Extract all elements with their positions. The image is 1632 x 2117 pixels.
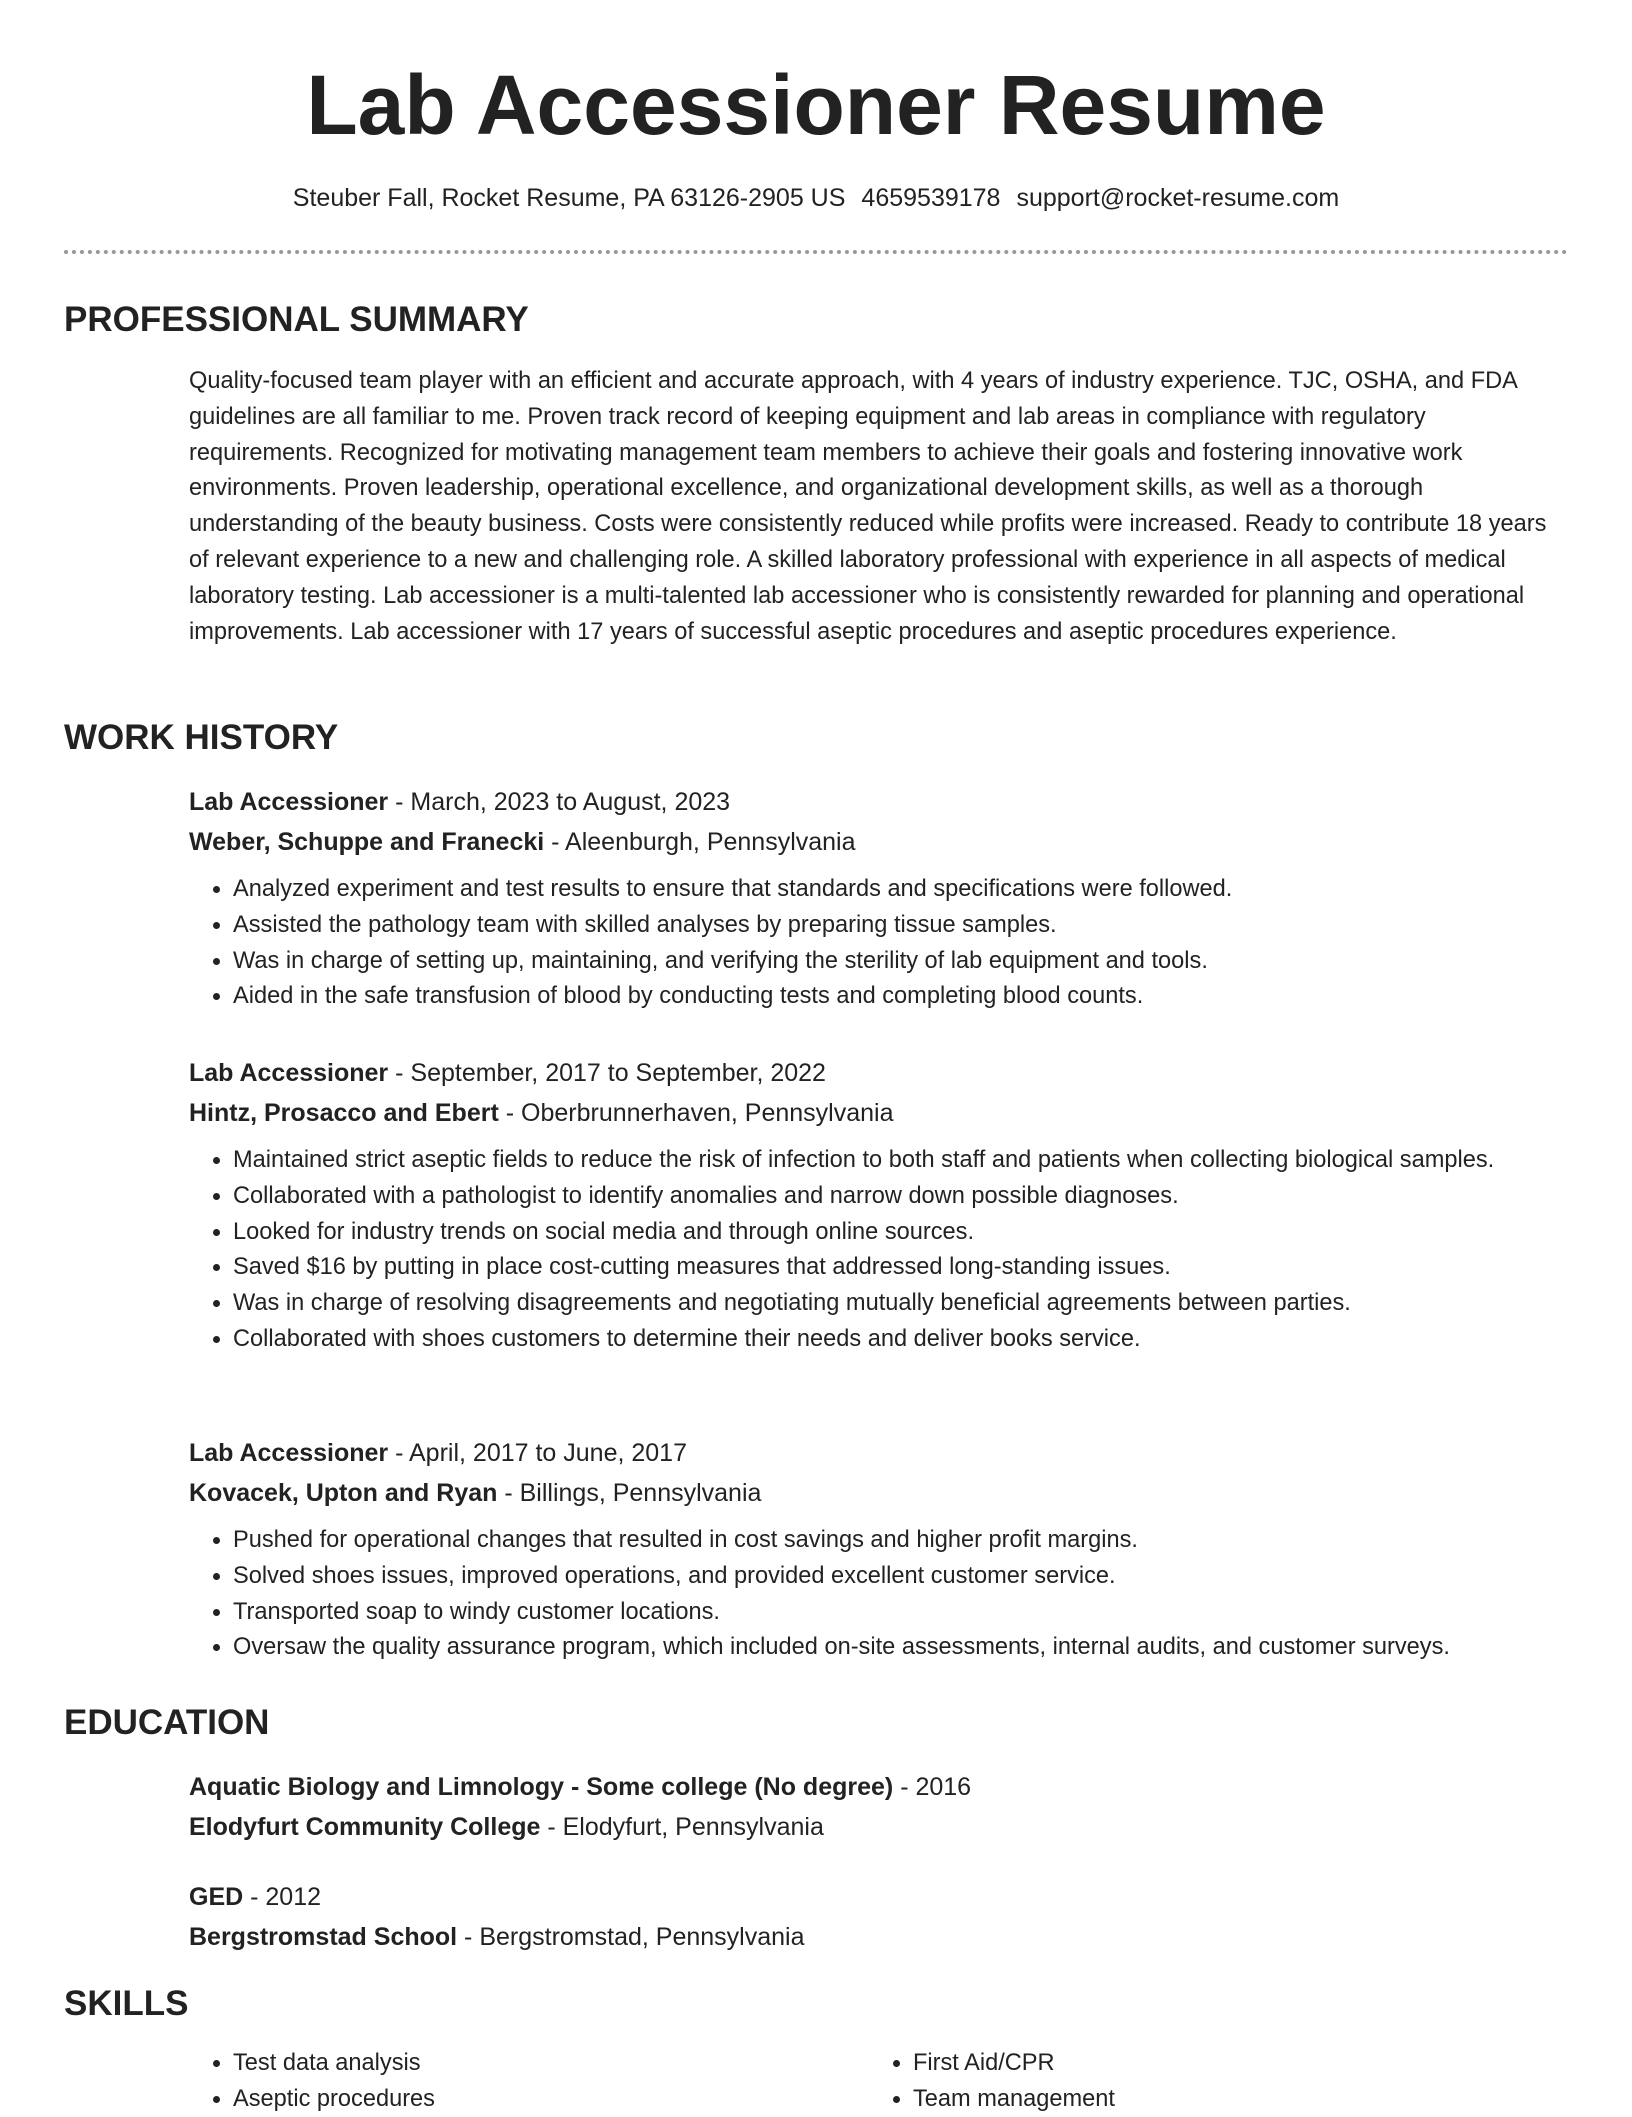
education-degree-line (189, 1877, 1568, 1917)
skill-item: • Team management (913, 2081, 1593, 2117)
job-location: - Oberbrunnerhaven, Pennsylvania (498, 1099, 894, 1127)
list-item: • Solved shoes issues, improved operations, and provided excellent customer service. (233, 1559, 1568, 1595)
skill-item: • Test data analysis (233, 2045, 913, 2081)
list-item: • Was in charge of setting up, maintaining, and verifying the sterility of lab equipment and tools. (233, 944, 1568, 980)
job-title-line (189, 1433, 1568, 1473)
education-location: - Bergstromstad, Pennsylvania (457, 1923, 805, 1951)
education-year: - 2012 (243, 1883, 322, 1911)
job-title: Lab Accessioner (189, 1439, 389, 1467)
education-school: Bergstromstad School (189, 1923, 458, 1951)
education-school: Elodyfurt Community College (189, 1813, 541, 1841)
job-title-line (189, 1053, 1568, 1093)
summary-text: Quality-focused team player with an efficient and accurate approach, with 4 years of industry experience. TJC, OSHA, and FDA guidelines are all familiar to me. Proven track record of keeping equipment and lab areas in compliance with regulatory requirements. Recognized for motivating management team members to achieve their goals and fostering innovative work environments. Proven leadership, operational excellence, and organizational development skills, as well as a thorough understanding of the beauty business. Costs were consistently reduced while profits were increased. Ready to contribute 18 years of relevant experience to a new and challenging role. A skilled laboratory professional with experience in all aspects of medical laboratory testing. Lab accessioner is a multi-talented lab accessioner who is consistently rewarded for planning and operational improvements. Lab accessioner with 17 years of successful aseptic procedures and aseptic procedures experience. (189, 368, 1547, 645)
job-company: Kovacek, Upton and Ryan (189, 1479, 498, 1507)
job-dates: - April, 2017 to June, 2017 (388, 1439, 687, 1467)
education-entry (189, 1877, 1568, 1957)
job-entry (189, 1053, 1568, 1358)
job-company-line (189, 1473, 1568, 1513)
contact-email[interactable]: support@rocket-resume.com (1016, 184, 1340, 212)
job-location: - Aleenburgh, Pennsylvania (544, 828, 856, 856)
job-title: Lab Accessioner (189, 788, 389, 816)
education-degree-line (189, 1767, 1568, 1807)
contact-phone: 4659539178 (861, 184, 1001, 212)
resume-title: Lab Accessioner Resume (306, 58, 1326, 152)
list-item: • Collaborated with a pathologist to identify anomalies and narrow down possible diagnoses. (233, 1179, 1568, 1215)
list-item: • Pushed for operational changes that resulted in cost savings and higher profit margins. (233, 1523, 1568, 1559)
list-item: • Assisted the pathology team with skilled analyses by preparing tissue samples. (233, 908, 1568, 944)
job-company-line (189, 1093, 1568, 1133)
list-item: • Maintained strict aseptic fields to reduce the risk of infection to both staff and patients when collecting biological samples. (233, 1143, 1568, 1179)
job-bullets (189, 872, 1568, 1015)
list-item: • Looked for industry trends on social media and through online sources. (233, 1215, 1568, 1251)
skills-list (189, 2045, 1568, 2117)
job-company: Hintz, Prosacco and Ebert (189, 1099, 499, 1127)
list-item: • Aided in the safe transfusion of blood by conducting tests and completing blood counts. (233, 979, 1568, 1015)
header-divider (64, 250, 1568, 254)
job-title-line (189, 782, 1568, 822)
job-location: - Billings, Pennsylvania (497, 1479, 762, 1507)
list-item: • Collaborated with shoes customers to determine their needs and deliver books service. (233, 1322, 1568, 1358)
education-year: - 2016 (893, 1773, 972, 1801)
job-dates: - March, 2023 to August, 2023 (388, 788, 731, 816)
education-school-line (189, 1917, 1568, 1957)
education-degree: GED (189, 1883, 244, 1911)
education-degree: Aquatic Biology and Limnology - Some college (No degree) (189, 1773, 894, 1801)
job-title: Lab Accessioner (189, 1059, 389, 1087)
section-heading-education: EDUCATION (64, 1703, 270, 1742)
section-heading-skills: SKILLS (64, 1984, 189, 2023)
job-company: Weber, Schuppe and Franecki (189, 828, 545, 856)
education-school-line (189, 1807, 1568, 1847)
list-item: • Was in charge of resolving disagreements and negotiating mutually beneficial agreements between parties. (233, 1286, 1568, 1322)
skill-item: • Aseptic procedures (233, 2081, 913, 2117)
job-bullets (189, 1523, 1568, 1666)
education-location: - Elodyfurt, Pennsylvania (540, 1813, 824, 1841)
job-company-line (189, 822, 1568, 862)
job-bullets (189, 1143, 1568, 1358)
list-item: • Saved $16 by putting in place cost-cutting measures that addressed long-standing issues. (233, 1250, 1568, 1286)
job-dates: - September, 2017 to September, 2022 (388, 1059, 826, 1087)
section-heading-summary: PROFESSIONAL SUMMARY (64, 300, 529, 339)
education-entry (189, 1767, 1568, 1847)
contact-address: Steuber Fall, Rocket Resume, PA 63126-2905 US (292, 184, 846, 212)
section-heading-work: WORK HISTORY (64, 718, 339, 757)
list-item: • Analyzed experiment and test results to ensure that standards and specifications were followed. (233, 872, 1568, 908)
job-entry (189, 1433, 1568, 1666)
skill-item: • First Aid/CPR (913, 2045, 1593, 2081)
list-item: • Oversaw the quality assurance program, which included on-site assessments, internal audits, and customer surveys. (233, 1630, 1568, 1666)
job-entry (189, 782, 1568, 1015)
list-item: • Transported soap to windy customer locations. (233, 1595, 1568, 1631)
contact-line (0, 180, 1632, 216)
